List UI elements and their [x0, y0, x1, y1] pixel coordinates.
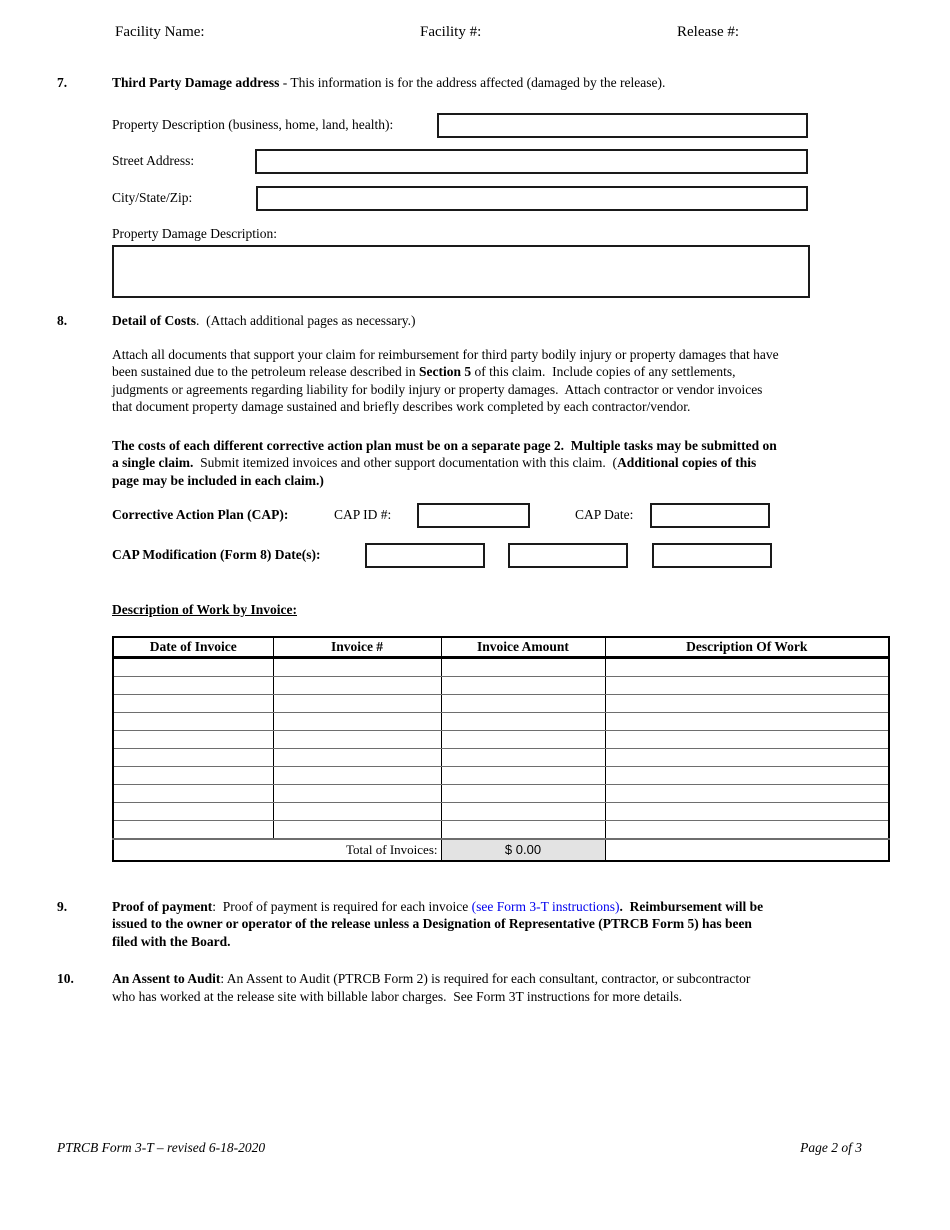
invoice-cell[interactable]	[273, 676, 441, 694]
invoice-cell[interactable]	[441, 657, 605, 676]
invoice-cell[interactable]	[605, 820, 889, 839]
invoice-row	[113, 712, 889, 730]
invoice-row	[113, 694, 889, 712]
section-8-heading	[112, 312, 902, 330]
section-8-number: 8.	[57, 313, 68, 328]
invoice-total-label: Total of Invoices:	[113, 839, 441, 861]
column-header-description-of-work: Description Of Work	[605, 637, 889, 658]
invoice-cell[interactable]	[605, 802, 889, 820]
section-9-number: 9.	[57, 898, 68, 914]
paragraph-line: An Assent to Audit: An Assent to Audit (PTRCB Form 2) is required for each consultant, contractor, or subcontractor	[112, 971, 751, 986]
city-state-zip-field[interactable]	[256, 186, 808, 211]
column-header-invoice-amount: Invoice Amount	[441, 637, 605, 658]
invoice-cell[interactable]	[273, 784, 441, 802]
property-damage-description-label: Property Damage Description:	[112, 225, 277, 241]
section-7-number: 7.	[57, 75, 68, 90]
invoice-cell[interactable]	[605, 748, 889, 766]
property-damage-description-field[interactable]	[112, 245, 810, 298]
invoice-section-heading: Description of Work by Invoice:	[112, 602, 297, 617]
cap-date-field[interactable]	[650, 503, 770, 528]
cap-modification-label: CAP Modification (Form 8) Date(s):	[112, 547, 321, 562]
cap-mod-date-2-field[interactable]	[508, 543, 628, 568]
cap-mod-date-3-field[interactable]	[652, 543, 772, 568]
invoice-cell[interactable]	[441, 712, 605, 730]
invoice-cell[interactable]	[113, 730, 273, 748]
invoice-table-body	[113, 657, 889, 839]
invoice-cell[interactable]	[113, 766, 273, 784]
section-10-title: An Assent to Audit	[112, 971, 221, 986]
invoice-cell[interactable]	[273, 694, 441, 712]
section-7	[0, 74, 950, 298]
footer-page-number: Page 2 of 3	[800, 1140, 862, 1155]
property-description-field[interactable]	[437, 113, 808, 138]
invoice-cell[interactable]	[441, 766, 605, 784]
column-header-invoice-number: Invoice #	[273, 637, 441, 658]
invoice-cell[interactable]	[113, 676, 273, 694]
paragraph-line: a single claim. Submit itemized invoices and other support documentation with this claim. (Additional copies of this	[112, 455, 757, 470]
cap-id-field[interactable]	[417, 503, 530, 528]
invoice-cell[interactable]	[273, 657, 441, 676]
section-9	[0, 898, 950, 951]
section-5-reference: Section 5	[419, 364, 472, 379]
street-address-field[interactable]	[255, 149, 808, 174]
page-footer	[57, 1140, 862, 1156]
invoice-cell[interactable]	[441, 802, 605, 820]
form-instructions-link[interactable]: (see Form 3-T instructions)	[471, 898, 620, 914]
section-7-heading	[112, 74, 902, 92]
cap-id-label: CAP ID #:	[334, 507, 392, 522]
invoice-cell[interactable]	[441, 820, 605, 839]
invoice-cell[interactable]	[605, 784, 889, 802]
cap-label: Corrective Action Plan (CAP):	[112, 507, 289, 522]
paragraph-line: Proof of payment: Proof of payment is required for each invoice (see Form 3-T instructions). Reimbursement will be	[112, 898, 764, 914]
invoice-cell[interactable]	[441, 730, 605, 748]
cap-mod-date-1-field[interactable]	[365, 543, 485, 568]
invoice-cell[interactable]	[605, 657, 889, 676]
column-header-date-of-invoice: Date of Invoice	[113, 637, 273, 658]
footer-form-version: PTRCB Form 3-T – revised 6-18-2020	[57, 1140, 266, 1155]
cap-date-label: CAP Date:	[575, 507, 634, 522]
city-state-zip-row	[112, 186, 902, 212]
invoice-cell[interactable]	[605, 676, 889, 694]
invoice-cell[interactable]	[113, 694, 273, 712]
paragraph-line: filed with the Board.	[112, 933, 231, 949]
invoice-cell[interactable]	[273, 748, 441, 766]
paragraph-line: issued to the owner or operator of the release unless a Designation of Representative (PTRCB Form 5) has been	[112, 916, 752, 931]
invoice-row	[113, 748, 889, 766]
invoice-table-header-row	[113, 637, 889, 658]
cap-row	[112, 503, 902, 529]
facility-number-label: Facility #:	[420, 24, 482, 40]
paragraph-line: The costs of each different corrective action plan must be on a separate page 2. Multiple tasks may be submitted on	[112, 437, 777, 453]
property-description-row	[112, 113, 902, 139]
section-9-title: Proof of payment	[112, 898, 213, 914]
invoice-cell[interactable]	[113, 784, 273, 802]
invoice-cell[interactable]	[441, 694, 605, 712]
section-8-paragraph-1	[112, 346, 902, 416]
section-8-paragraph-2	[112, 437, 902, 490]
paragraph-line: that document property damage sustained and briefly describes work completed by each contractor/vendor.	[112, 399, 691, 414]
invoice-cell[interactable]	[113, 748, 273, 766]
street-address-label: Street Address:	[112, 152, 195, 168]
section-10-number: 10.	[57, 971, 74, 986]
street-address-row	[112, 149, 902, 175]
invoice-cell[interactable]	[273, 820, 441, 839]
section-8	[0, 312, 950, 862]
invoice-cell[interactable]	[113, 657, 273, 676]
paragraph-line: Attach all documents that support your claim for reimbursement for third party bodily injury or property damages that have	[112, 346, 779, 362]
invoice-row	[113, 766, 889, 784]
section-8-title-rest: . (Attach additional pages as necessary.)	[196, 313, 416, 328]
invoice-total-value-cell: $ 0.00	[441, 839, 605, 861]
city-state-zip-label: City/State/Zip:	[112, 189, 193, 205]
paragraph-line: page may be included in each claim.)	[112, 472, 324, 488]
invoice-row	[113, 802, 889, 820]
property-description-label: Property Description (business, home, land, health):	[112, 116, 394, 132]
invoice-cell[interactable]	[113, 712, 273, 730]
paragraph-line: who has worked at the release site with billable labor charges. See Form 3T instructions for more details.	[112, 988, 683, 1004]
invoice-cell[interactable]	[605, 694, 889, 712]
invoice-cell[interactable]	[273, 712, 441, 730]
invoice-row	[113, 657, 889, 676]
facility-name-label: Facility Name:	[115, 24, 205, 40]
invoice-total-description-cell	[605, 839, 889, 861]
cap-modification-row	[112, 543, 902, 569]
invoice-total-row	[113, 839, 889, 861]
invoice-cell[interactable]	[605, 730, 889, 748]
paragraph-line: been sustained due to the petroleum release described in Section 5 of this claim. Include copies of any settlements,	[112, 364, 736, 379]
invoice-cell[interactable]	[441, 748, 605, 766]
release-number-label: Release #:	[677, 24, 740, 40]
invoice-table	[112, 636, 890, 862]
invoice-row	[113, 820, 889, 839]
invoice-cell[interactable]	[441, 784, 605, 802]
section-10	[0, 970, 950, 1005]
invoice-cell[interactable]	[273, 730, 441, 748]
invoice-row	[113, 730, 889, 748]
invoice-cell[interactable]	[273, 766, 441, 784]
page-header	[0, 24, 950, 46]
invoice-row	[113, 784, 889, 802]
invoice-cell[interactable]	[113, 820, 273, 839]
invoice-row	[113, 676, 889, 694]
invoice-cell[interactable]	[441, 676, 605, 694]
invoice-cell[interactable]	[605, 712, 889, 730]
section-7-title: Third Party Damage address	[112, 75, 280, 90]
paragraph-line: judgments or agreements regarding liability for bodily injury or property damages. Attach contractor or vendor invoices	[112, 381, 763, 397]
section-7-title-rest: - This information is for the address affected (damaged by the release).	[279, 75, 666, 90]
section-8-title: Detail of Costs	[112, 313, 196, 328]
invoice-cell[interactable]	[605, 766, 889, 784]
invoice-cell[interactable]	[113, 802, 273, 820]
invoice-cell[interactable]	[273, 802, 441, 820]
